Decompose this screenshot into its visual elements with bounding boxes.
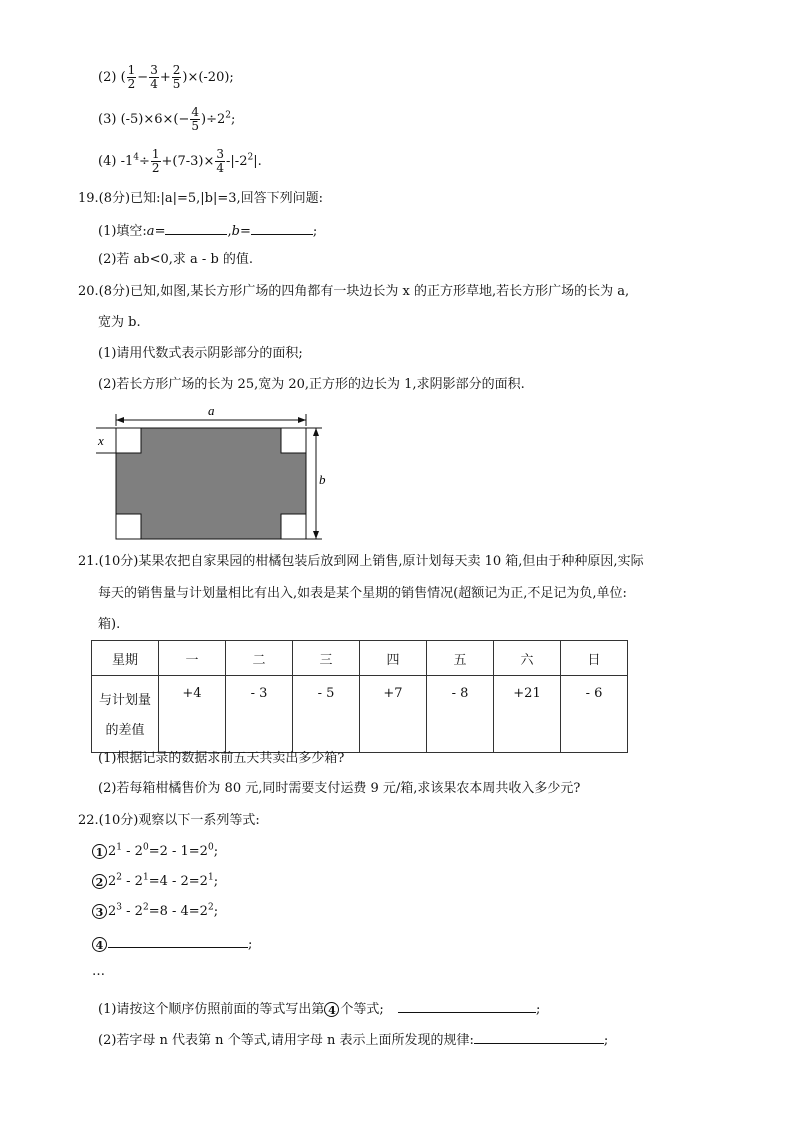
table-header-cell: 三 (293, 641, 360, 676)
q18-part3: (3) (-5)×6×(− $\frac{4}{5}$ )$\div 2^2$; (98, 105, 236, 133)
q22-ellipsis: … (92, 964, 105, 979)
q19-part2: (2)若 ab<0,求 a - b 的值. (98, 252, 254, 267)
sales-table (91, 640, 628, 753)
q21-title-line1: 21.(10分)某果农把自家果园的柑橘包装后放到网上销售,原计划每天卖 10 箱,但由于种种原因,实际 (78, 554, 644, 569)
q20-title-line2: 宽为 b. (98, 315, 141, 330)
q20-part1: (1)请用代数式表示阴影部分的面积; (98, 346, 303, 361)
q22-part1: (1)请按这个顺序仿照前面的等式写出第 4 个等式; ; (98, 998, 540, 1020)
table-cell: +7 (360, 676, 427, 753)
q22-equation-4: 4 ; (92, 933, 252, 955)
corner-square-br (281, 514, 306, 539)
table-cell: - 8 (427, 676, 494, 753)
answer-blank-a[interactable] (165, 220, 227, 235)
q22-equation-3: 3 $2^3 - 2^2=8 - 4=2^2$; (92, 902, 218, 922)
q22-equation-2: 2 $2^2 - 2^1=4 - 2=2^1$; (92, 872, 218, 892)
answer-blank-part1[interactable] (398, 998, 536, 1013)
circled-number-4: 4 (92, 937, 107, 952)
circled-number-2: 2 (92, 874, 107, 889)
table-cell: - 3 (226, 676, 293, 753)
q20-part2: (2)若长方形广场的长为 25,宽为 20,正方形的边长为 1,求阴影部分的面积. (98, 377, 525, 392)
q19-title: 19.(8分)已知:|a|=5,|b|=3,回答下列问题: (78, 191, 324, 206)
table-cell: - 6 (561, 676, 628, 753)
q18-part4: (4) $-1^4\div$ $\frac{1}{2}$ +(7-3)× $\frac{3}{4}$ $-|-2^2|$. (98, 147, 262, 175)
answer-blank-part2[interactable] (474, 1029, 604, 1044)
table-row-label: 与计划量 的差值 (92, 676, 159, 753)
corner-square-tl (116, 428, 141, 453)
table-header-cell: 五 (427, 641, 494, 676)
table-header-cell: 二 (226, 641, 293, 676)
q19-part1: (1)填空:a= ,b= ; (98, 220, 317, 242)
table-row (92, 676, 628, 753)
table-header-cell: 六 (494, 641, 561, 676)
q22-title: 22.(10分)观察以下一系列等式: (78, 813, 260, 828)
table-header-cell: 四 (360, 641, 427, 676)
q21-part1: (1)根据记录的数据求前五天共卖出多少箱? (98, 751, 345, 766)
answer-blank-b[interactable] (251, 220, 313, 235)
table-cell: - 5 (293, 676, 360, 753)
circled-number-3: 3 (92, 904, 107, 919)
q21-title-line3: 箱). (98, 617, 121, 632)
table-cell: +4 (159, 676, 226, 753)
table-header-cell: 一 (159, 641, 226, 676)
q20-title-line1: 20.(8分)已知,如图,某长方形广场的四角都有一块边长为 x 的正方形草地,若长方形广场的长为 a, (78, 284, 630, 299)
figure-label-b: b (319, 472, 326, 487)
q22-equation-1: 1 $2^1 - 2^0=2 - 1=2^0$; (92, 842, 218, 862)
q18-part2: (2) ( $\frac{1}{2}$ − $\frac{3}{4}$ + $\frac{2}{5}$ )×(-20); (98, 63, 234, 91)
q21-title-line2: 每天的销售量与计划量相比有出入,如表是某个星期的销售情况(超额记为正,不足记为负,单位: (98, 586, 627, 601)
figure-label-x: x (98, 433, 104, 448)
circled-number-1: 1 (92, 844, 107, 859)
corner-square-bl (116, 514, 141, 539)
circled-number-4: 4 (324, 1002, 339, 1017)
q21-part2: (2)若每箱柑橘售价为 80 元,同时需要支付运费 9 元/箱,求该果农本周共收入多少元? (98, 781, 581, 796)
q20-figure (90, 400, 340, 545)
q22-part2: (2)若字母 n 代表第 n 个等式,请用字母 n 表示上面所发现的规律: ; (98, 1029, 608, 1051)
corner-square-tr (281, 428, 306, 453)
table-header-cell: 星期 (92, 641, 159, 676)
plaza-rectangle (116, 428, 306, 539)
table-row (92, 641, 628, 676)
answer-blank-eq4[interactable] (108, 933, 248, 948)
table-cell: +21 (494, 676, 561, 753)
figure-label-a: a (208, 403, 215, 418)
table-header-cell: 日 (561, 641, 628, 676)
